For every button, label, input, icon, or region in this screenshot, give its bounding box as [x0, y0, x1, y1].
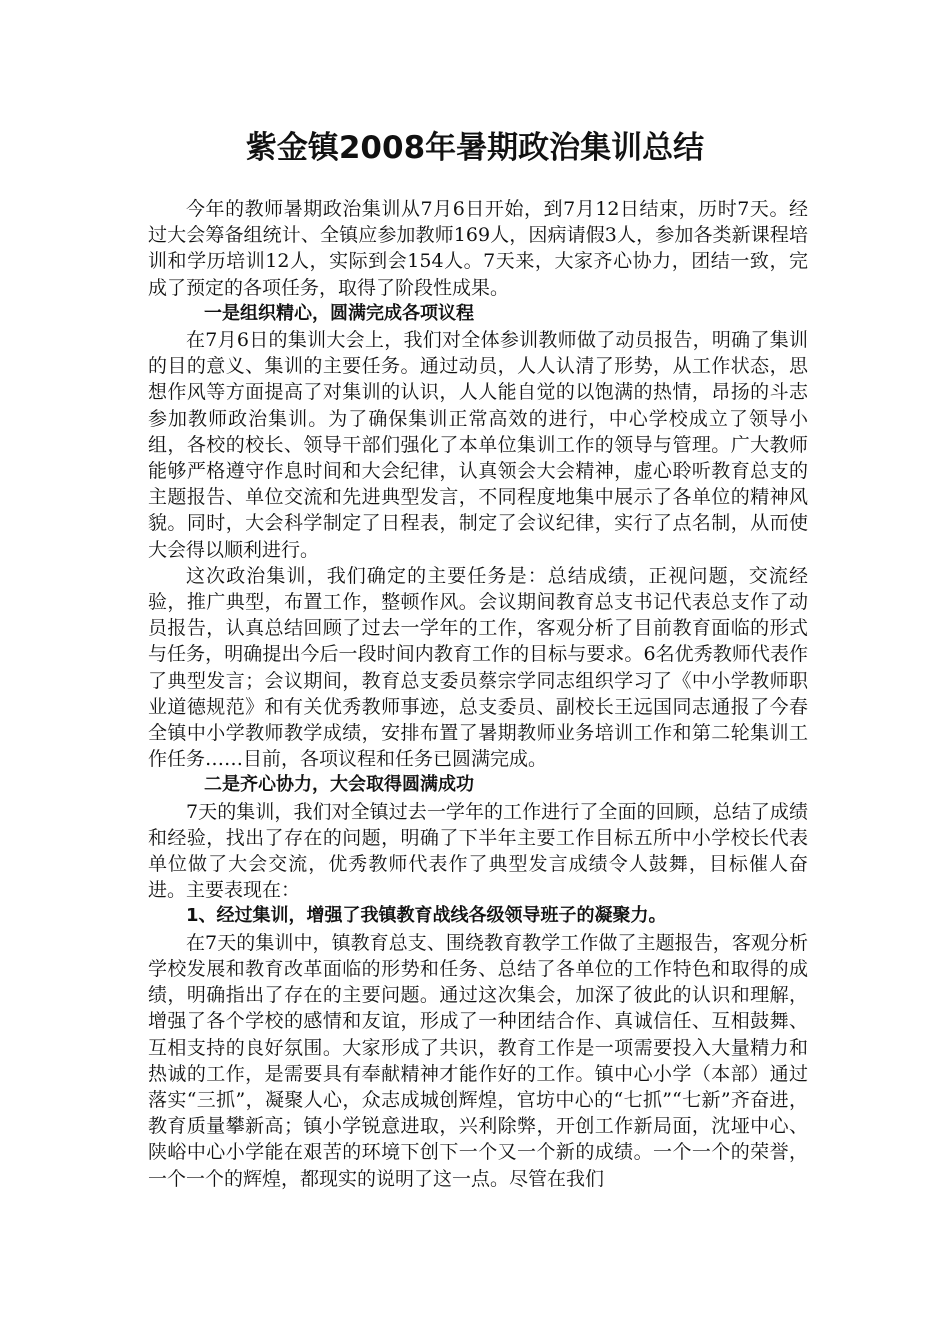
- document-title: 紫金镇2008年暑期政治集训总结: [245, 130, 705, 166]
- heading-section-2: 二是齐心协力，大会取得圆满成功: [204, 774, 474, 796]
- heading-section-1: 一是组织精心，圆满完成各项议程: [204, 302, 474, 324]
- paragraph-cohesion: 在7天的集训中，镇教育总支、围绕教育教学工作做了主题报告，客观分析学校发展和教育改革面临的形势和任务、总结了各单位的工作特色和取得的成绩，明确指出了存在的主要问题。通过这次集会，加深了彼此的认识和理解，增强了各个学校的感情和友谊，形成了一种团结合作、真诚信任、互相鼓舞、互相支持的良好氛围。大家形成了共识，教育工作是一项需要投入大量精力和热诚的工作，是需要具有奉献精神才能作好的工作。镇中心小学（本部）通过落实“三抓”，凝聚人心，众志成城创辉煌，官坊中心的“七抓”“七新”齐奋进，教育质量攀新高；镇小学锐意进取，兴利除弊，开创工作新局面，沈垭中心、陕峪中心小学能在艰苦的环境下创下一个又一个新的成绩。一个一个的荣誉，一个一个的辉煌，都现实的说明了这一点。尽管在我们: [148, 931, 808, 1190]
- heading-subsection-1: 1、经过集训，增强了我镇教育战线各级领导班子的凝聚力。: [186, 905, 667, 927]
- paragraph-review: 7天的集训，我们对全镇过去一学年的工作进行了全面的回顾，总结了成绩和经验，找出了存在的问题，明确了下半年主要工作目标五所中小学校长代表单位做了大会交流，优秀教师代表作了典型发言成绩令人鼓舞，目标催人奋进。主要表现在：: [148, 800, 808, 902]
- paragraph-intro: 今年的教师暑期政治集训从7月6日开始，到7月12日结束，历时7天。经过大会筹备组统计、全镇应参加教师169人，因病请假3人，参加各类新课程培训和学历培训12人，实际到会154人。7天来，大家齐心协力，团结一致，完成了预定的各项任务，取得了阶段性成果。: [148, 198, 808, 299]
- paragraph-tasks: 这次政治集训，我们确定的主要任务是：总结成绩，正视问题，交流经验，推广典型，布置工作，整顿作风。会议期间教育总支书记代表总支作了动员报告，认真总结回顾了过去一学年的工作，客观分析了目前教育面临的形式与任务，明确提出今后一段时间内教育工作的目标与要求。6名优秀教师代表作了典型发言；会议期间，教育总支委员蔡宗学同志组织学习了《中小学教师职业道德规范》和有关优秀教师事迹，总支委员、副校长王远国同志通报了今春全镇中小学教师教学成绩，安排布置了暑期教师业务培训工作和第二轮集训工作任务……目前，各项议程和任务已圆满完成。: [148, 564, 808, 771]
- document-body: [148, 196, 808, 1192]
- paragraph-organization: 在7月6日的集训大会上，我们对全体参训教师做了动员报告，明确了集训的目的意义、集训的主要任务。通过动员，人人认清了形势，从工作状态，思想作风等方面提高了对集训的认识，人人能自觉的以饱满的热情，昂扬的斗志参加教师政治集训。为了确保集训正常高效的进行，中心学校成立了领导小组，各校的校长、领导干部们强化了本单位集训工作的领导与管理。广大教师能够严格遵守作息时间和大会纪律，认真领会大会精神，虚心聆听教育总支的主题报告、单位交流和先进典型发言，不同程度地集中展示了各单位的精神风貌。同时，大会科学制定了日程表，制定了会议纪律，实行了点名制，从而使大会得以顺利进行。: [148, 329, 808, 561]
